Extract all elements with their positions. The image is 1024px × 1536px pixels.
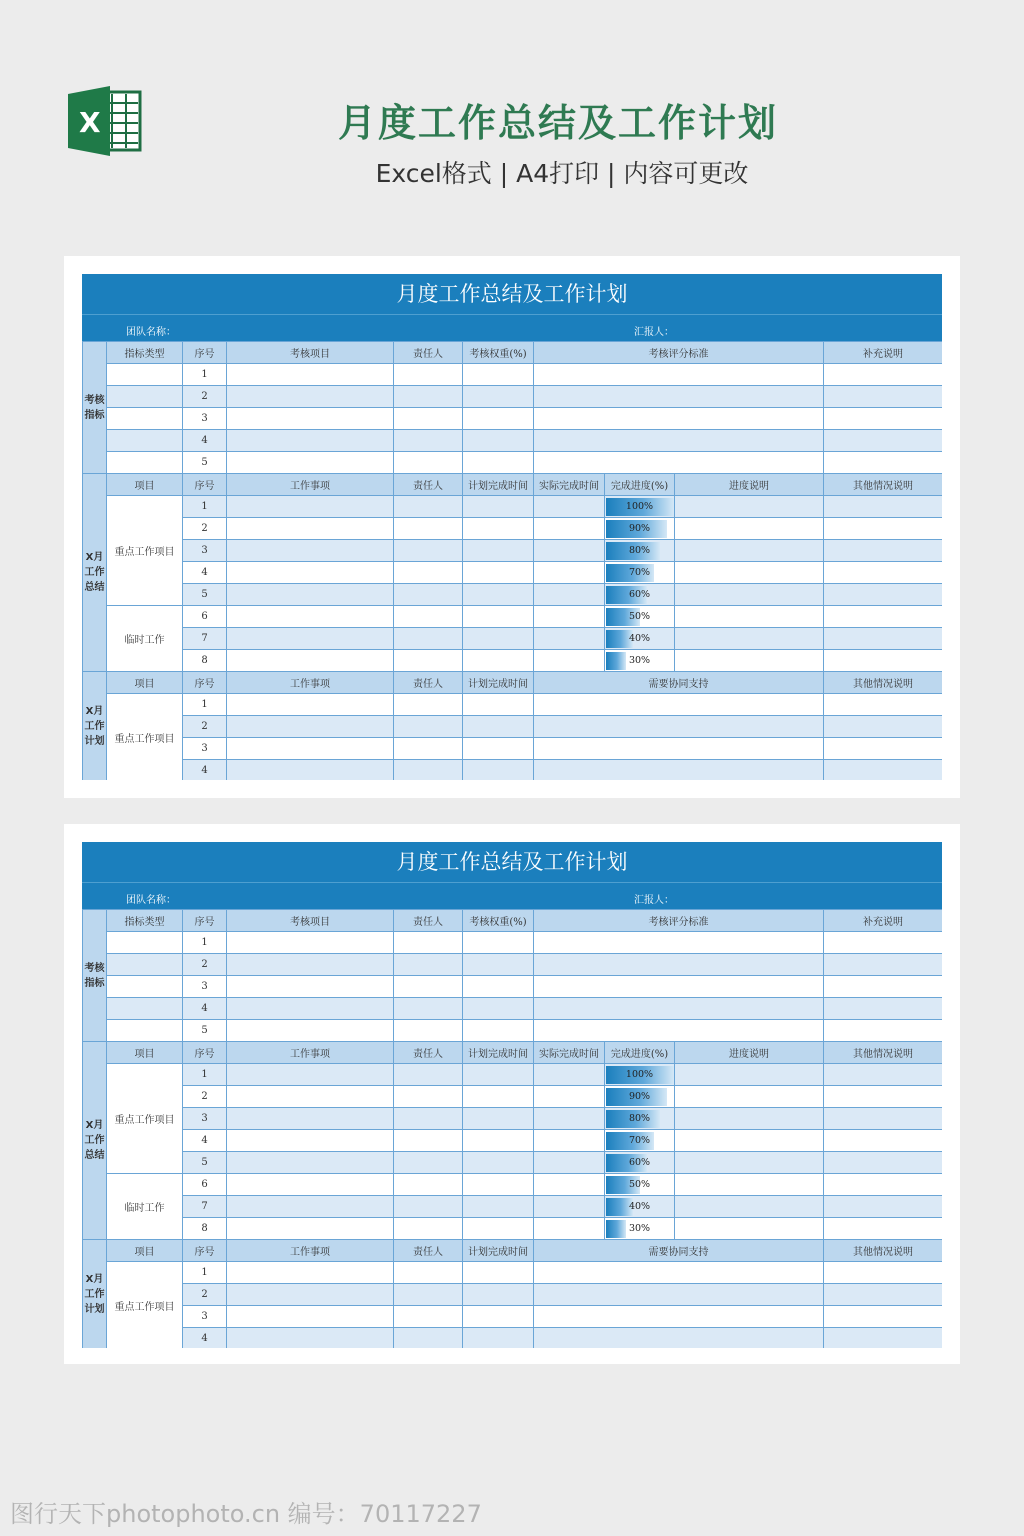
row-number: 5 — [183, 452, 227, 474]
progress-cell — [605, 1130, 675, 1152]
kpi-header-cell: 考核项目 — [227, 342, 394, 364]
progress-label: 80% — [628, 1113, 651, 1124]
summary-header-cell: 其他情况说明 — [824, 474, 942, 496]
summary-header-cell: 责任人 — [394, 474, 463, 496]
row-number: 7 — [183, 628, 227, 650]
preview-card-1 — [64, 256, 960, 798]
summary-header-row — [83, 474, 943, 496]
table-row — [83, 1130, 943, 1152]
progress-label: 70% — [628, 1135, 651, 1146]
row-number: 8 — [183, 1218, 227, 1240]
row-number: 7 — [183, 1196, 227, 1218]
plan-header-cell: 责任人 — [394, 1240, 463, 1262]
table-row — [83, 650, 943, 672]
plan-side-label: X月工作计划 — [83, 1240, 107, 1349]
group-label-key-work: 重点工作项目 — [107, 496, 183, 606]
table-row — [83, 628, 943, 650]
progress-cell — [605, 1086, 675, 1108]
plan-header-row — [83, 672, 943, 694]
progress-cell — [605, 518, 675, 540]
progress-cell — [605, 1196, 675, 1218]
kpi-header-cell: 考核评分标准 — [534, 342, 824, 364]
summary-header-cell: 实际完成时间 — [534, 1042, 605, 1064]
sheet-title: 月度工作总结及工作计划 — [82, 842, 942, 882]
kpi-header-cell: 补充说明 — [824, 342, 942, 364]
table-row — [83, 364, 943, 386]
row-number: 4 — [183, 430, 227, 452]
row-number: 5 — [183, 1152, 227, 1174]
progress-label: 40% — [628, 1201, 651, 1212]
progress-label: 90% — [628, 1091, 651, 1102]
summary-header-cell: 进度说明 — [675, 1042, 824, 1064]
table-row — [83, 1218, 943, 1240]
kpi-side-label: 考核指标 — [83, 910, 107, 1042]
row-number: 1 — [183, 364, 227, 386]
plan-header-cell: 计划完成时间 — [463, 1240, 534, 1262]
progress-cell — [605, 628, 675, 650]
plan-header-cell: 工作事项 — [227, 672, 394, 694]
row-number: 2 — [183, 954, 227, 976]
summary-header-cell: 计划完成时间 — [463, 474, 534, 496]
table-row — [83, 1086, 943, 1108]
row-number: 3 — [183, 1306, 227, 1328]
progress-label: 30% — [628, 1223, 651, 1234]
watermark-text: 图行天下photophoto.cn 编号：70117227 — [10, 1500, 482, 1528]
row-number: 1 — [183, 1064, 227, 1086]
progress-label: 50% — [628, 1179, 651, 1190]
progress-cell — [605, 1152, 675, 1174]
kpi-header-row — [83, 342, 943, 364]
summary-header-cell: 实际完成时间 — [534, 474, 605, 496]
table-row — [83, 1262, 943, 1284]
summary-header-cell: 项目 — [107, 474, 183, 496]
progress-label: 70% — [628, 567, 651, 578]
group-label-key-work: 重点工作项目 — [107, 694, 183, 781]
meta-row — [82, 882, 942, 909]
row-number: 1 — [183, 694, 227, 716]
table-row — [83, 716, 943, 738]
table-row — [83, 1108, 943, 1130]
table-row — [83, 1174, 943, 1196]
preview-card-2 — [64, 824, 960, 1364]
plan-header-cell: 工作事项 — [227, 1240, 394, 1262]
table-row — [83, 932, 943, 954]
plan-header-cell: 项目 — [107, 672, 183, 694]
group-label-temp-work: 临时工作 — [107, 606, 183, 672]
progress-cell — [605, 562, 675, 584]
progress-cell — [605, 496, 675, 518]
row-number: 1 — [183, 496, 227, 518]
table-row — [83, 694, 943, 716]
table-row — [83, 954, 943, 976]
plan-side-label: X月工作计划 — [83, 672, 107, 781]
table-row — [83, 760, 943, 781]
plan-header-cell: 序号 — [183, 672, 227, 694]
kpi-header-cell: 指标类型 — [107, 342, 183, 364]
kpi-header-cell: 指标类型 — [107, 910, 183, 932]
row-number: 3 — [183, 976, 227, 998]
progress-label: 100% — [625, 501, 654, 512]
row-number: 8 — [183, 650, 227, 672]
meta-row — [82, 314, 942, 341]
sheet-title: 月度工作总结及工作计划 — [82, 274, 942, 314]
progress-cell — [605, 1064, 675, 1086]
progress-label: 60% — [628, 1157, 651, 1168]
kpi-header-row — [83, 910, 943, 932]
kpi-header-cell: 责任人 — [394, 910, 463, 932]
summary-header-cell: 其他情况说明 — [824, 1042, 942, 1064]
table-row — [83, 1152, 943, 1174]
row-number: 3 — [183, 1108, 227, 1130]
row-number: 1 — [183, 932, 227, 954]
plan-header-cell: 其他情况说明 — [824, 1240, 942, 1262]
summary-side-label: X月工作总结 — [83, 474, 107, 672]
table-row — [83, 606, 943, 628]
progress-bar — [606, 1220, 626, 1238]
progress-cell — [605, 1218, 675, 1240]
progress-label: 40% — [628, 633, 651, 644]
row-number: 4 — [183, 1130, 227, 1152]
row-number: 6 — [183, 1174, 227, 1196]
table-row — [83, 1020, 943, 1042]
plan-header-cell: 序号 — [183, 1240, 227, 1262]
summary-header-cell: 工作事项 — [227, 474, 394, 496]
row-number: 2 — [183, 1086, 227, 1108]
group-label-key-work: 重点工作项目 — [107, 1064, 183, 1174]
row-number: 2 — [183, 1284, 227, 1306]
progress-label: 90% — [628, 523, 651, 534]
row-number: 5 — [183, 1020, 227, 1042]
row-number: 5 — [183, 584, 227, 606]
table-row — [83, 540, 943, 562]
table-row — [83, 738, 943, 760]
table-row — [83, 1196, 943, 1218]
progress-cell — [605, 650, 675, 672]
kpi-header-cell: 序号 — [183, 910, 227, 932]
progress-cell — [605, 606, 675, 628]
table-row — [83, 452, 943, 474]
table-row — [83, 1284, 943, 1306]
summary-header-cell: 计划完成时间 — [463, 1042, 534, 1064]
progress-label: 80% — [628, 545, 651, 556]
plan-header-row — [83, 1240, 943, 1262]
table-row — [83, 976, 943, 998]
kpi-header-cell: 考核评分标准 — [534, 910, 824, 932]
kpi-header-cell: 考核权重(%) — [463, 342, 534, 364]
progress-label: 50% — [628, 611, 651, 622]
summary-header-cell: 序号 — [183, 474, 227, 496]
summary-header-cell: 责任人 — [394, 1042, 463, 1064]
progress-cell — [605, 540, 675, 562]
table-row — [83, 1064, 943, 1086]
row-number: 6 — [183, 606, 227, 628]
row-number: 3 — [183, 738, 227, 760]
summary-side-label: X月工作总结 — [83, 1042, 107, 1240]
row-number: 3 — [183, 540, 227, 562]
team-name-label: 团队名称： — [126, 895, 176, 906]
table-row — [83, 1328, 943, 1349]
progress-cell — [605, 584, 675, 606]
table-row — [83, 1306, 943, 1328]
kpi-side-label: 考核指标 — [83, 342, 107, 474]
reporter-label: 汇报人： — [634, 327, 674, 338]
spreadsheet-preview — [82, 274, 942, 780]
plan-header-cell: 需要协同支持 — [534, 1240, 824, 1262]
summary-header-row — [83, 1042, 943, 1064]
progress-label: 60% — [628, 589, 651, 600]
progress-cell — [605, 1174, 675, 1196]
kpi-header-cell: 补充说明 — [824, 910, 942, 932]
progress-label: 100% — [625, 1069, 654, 1080]
row-number: 4 — [183, 562, 227, 584]
row-number: 2 — [183, 518, 227, 540]
summary-header-cell: 完成进度(%) — [605, 474, 675, 496]
row-number: 2 — [183, 386, 227, 408]
table-row — [83, 562, 943, 584]
progress-bar — [606, 652, 626, 670]
table-row — [83, 496, 943, 518]
table-row — [83, 518, 943, 540]
plan-header-cell: 计划完成时间 — [463, 672, 534, 694]
kpi-header-cell: 序号 — [183, 342, 227, 364]
svg-text:X: X — [79, 106, 101, 139]
kpi-table — [82, 909, 942, 1348]
summary-header-cell: 项目 — [107, 1042, 183, 1064]
kpi-header-cell: 考核项目 — [227, 910, 394, 932]
row-number: 3 — [183, 408, 227, 430]
plan-header-cell: 责任人 — [394, 672, 463, 694]
progress-cell — [605, 1108, 675, 1130]
kpi-header-cell: 责任人 — [394, 342, 463, 364]
row-number: 4 — [183, 1328, 227, 1349]
spreadsheet-preview — [82, 842, 942, 1348]
kpi-table — [82, 341, 942, 780]
group-label-temp-work: 临时工作 — [107, 1174, 183, 1240]
summary-header-cell: 工作事项 — [227, 1042, 394, 1064]
plan-header-cell: 项目 — [107, 1240, 183, 1262]
row-number: 4 — [183, 760, 227, 781]
row-number: 1 — [183, 1262, 227, 1284]
row-number: 2 — [183, 716, 227, 738]
progress-label: 30% — [628, 655, 651, 666]
summary-header-cell: 进度说明 — [675, 474, 824, 496]
page-subtitle: Excel格式 | A4打印 | 内容可更改 — [375, 159, 749, 188]
table-row — [83, 408, 943, 430]
group-label-key-work: 重点工作项目 — [107, 1262, 183, 1349]
summary-header-cell: 完成进度(%) — [605, 1042, 675, 1064]
reporter-label: 汇报人： — [634, 895, 674, 906]
table-row — [83, 386, 943, 408]
table-row — [83, 430, 943, 452]
kpi-header-cell: 考核权重(%) — [463, 910, 534, 932]
plan-header-cell: 需要协同支持 — [534, 672, 824, 694]
row-number: 4 — [183, 998, 227, 1020]
summary-header-cell: 序号 — [183, 1042, 227, 1064]
team-name-label: 团队名称： — [126, 327, 176, 338]
plan-header-cell: 其他情况说明 — [824, 672, 942, 694]
table-row — [83, 998, 943, 1020]
page-title: 月度工作总结及工作计划 — [337, 101, 778, 145]
table-row — [83, 584, 943, 606]
